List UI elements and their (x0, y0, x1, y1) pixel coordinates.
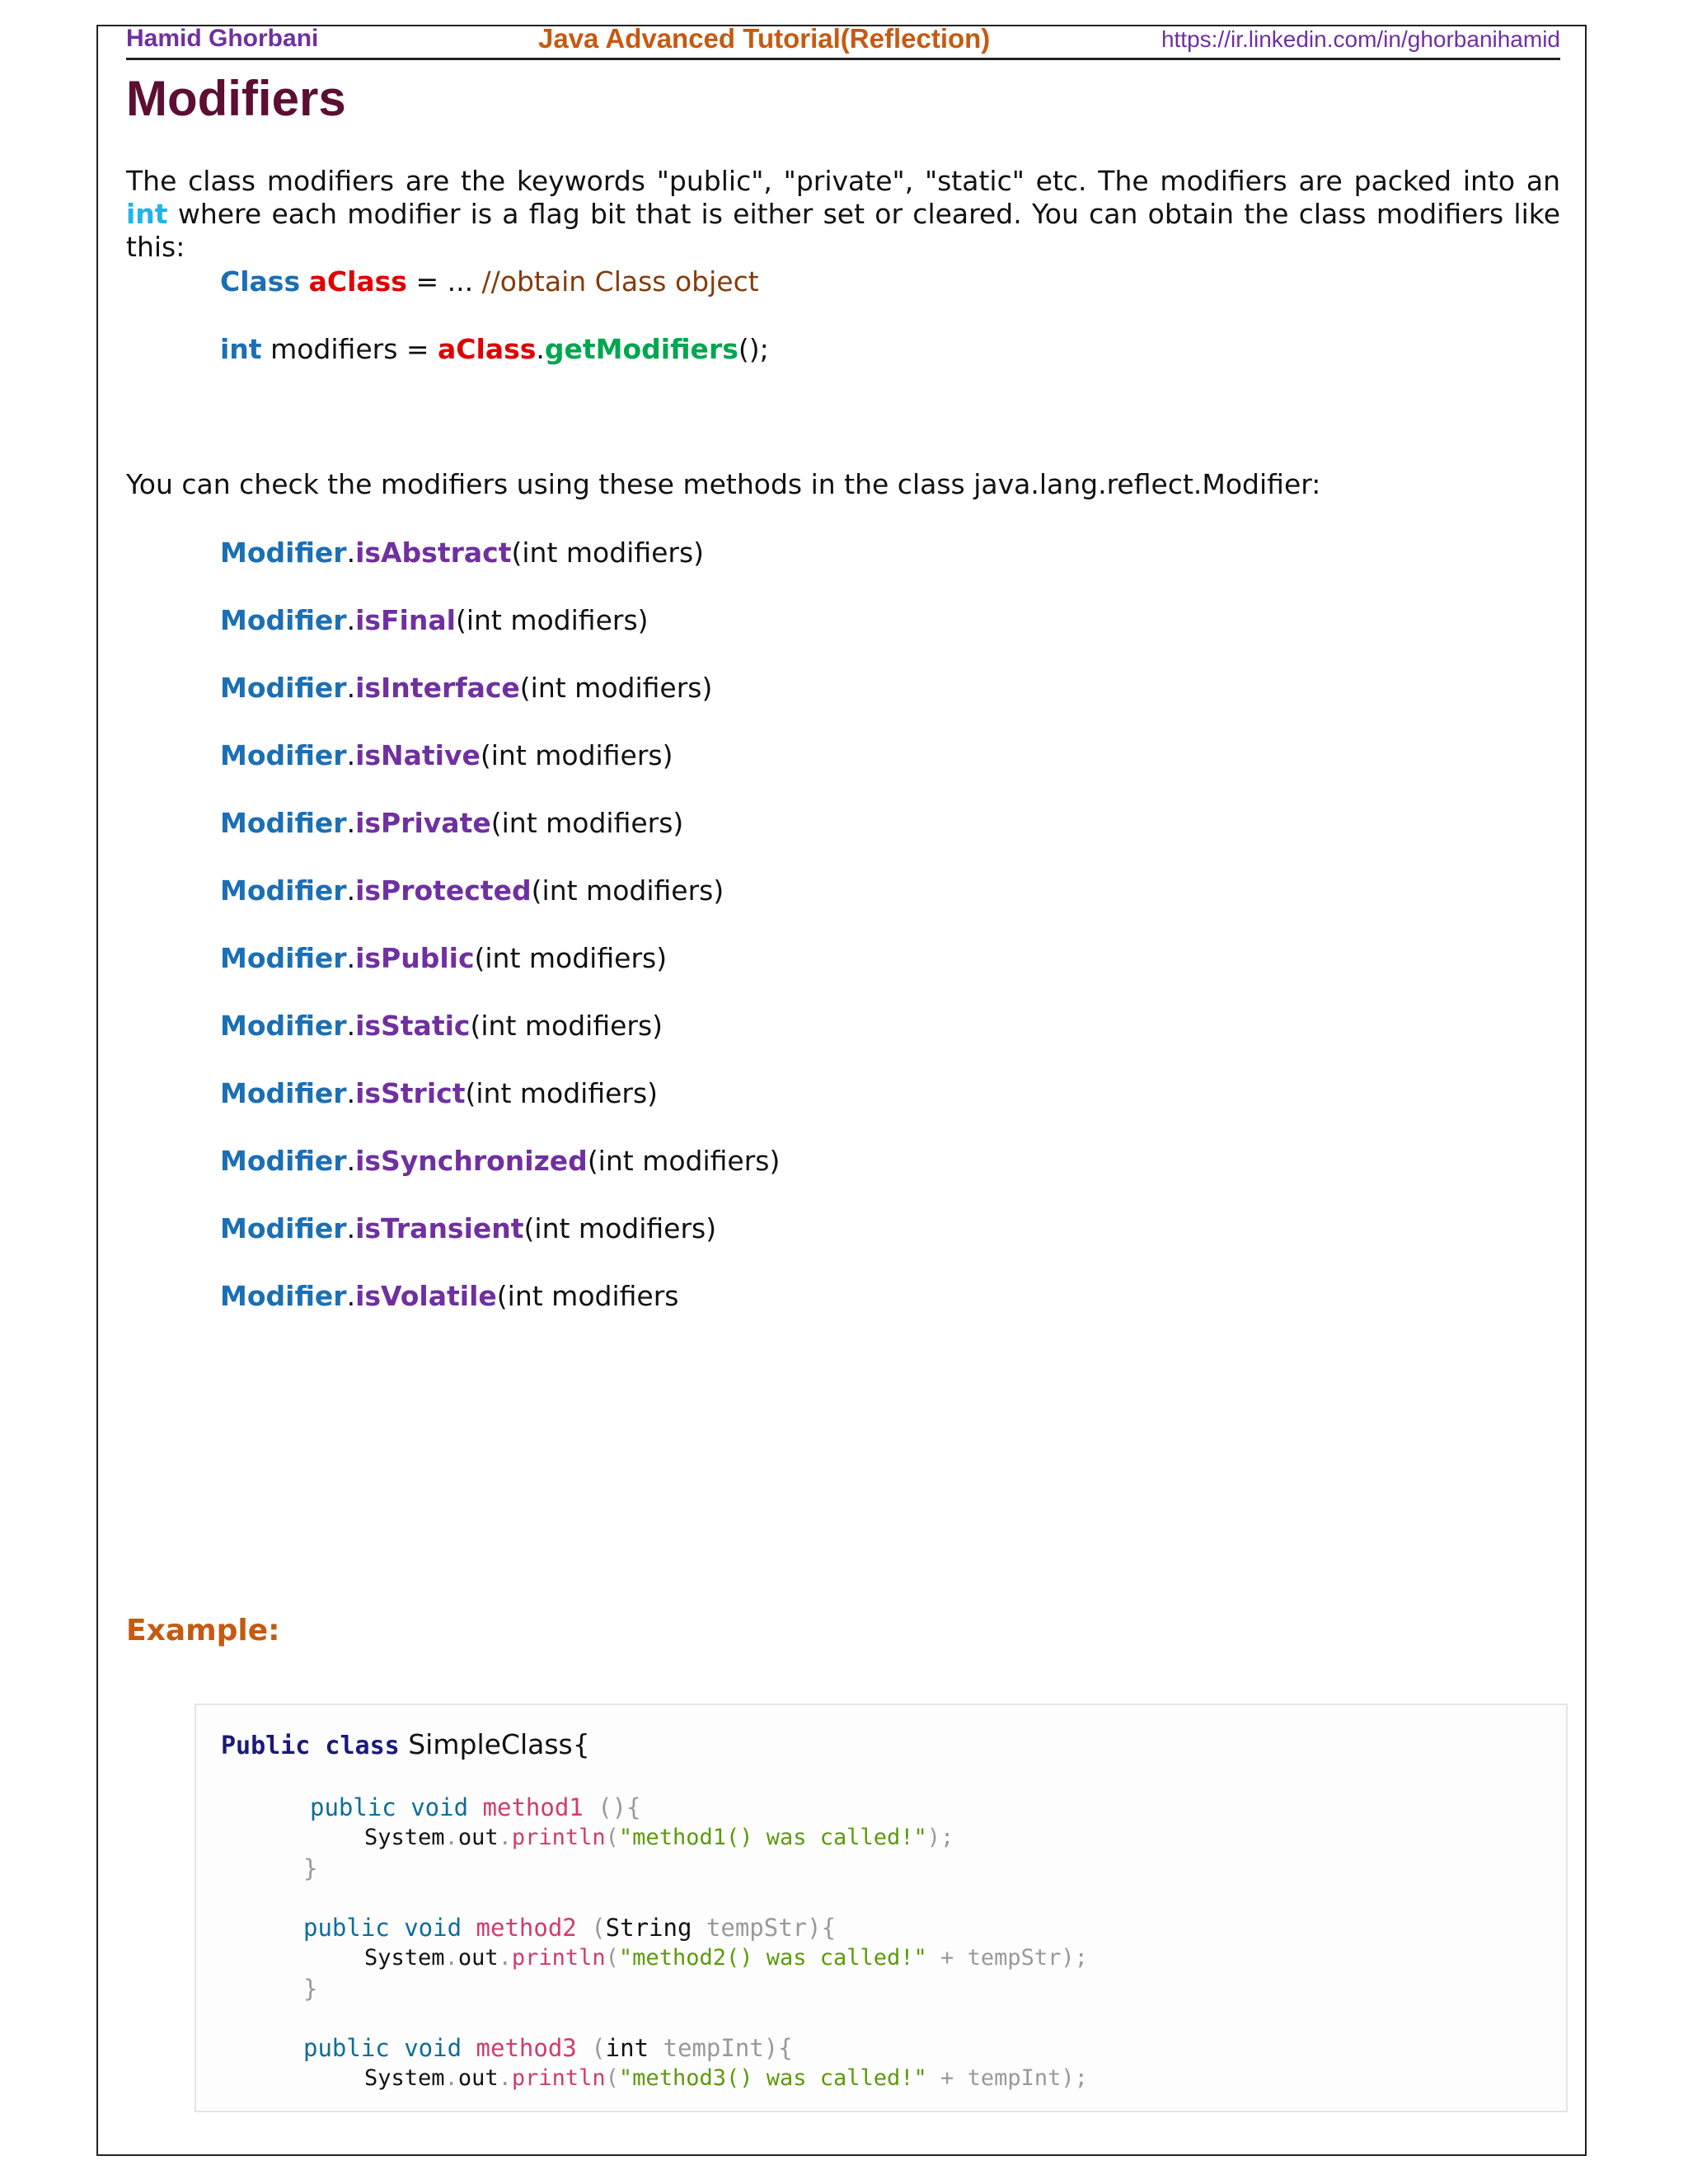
method-name: isStatic (355, 1010, 471, 1042)
method-name: isFinal (355, 604, 456, 636)
method3-dot1: . (444, 2065, 458, 2091)
method-name: isAbstract (355, 537, 512, 569)
modifier-method-item (220, 672, 712, 705)
method-dot: . (346, 1212, 356, 1244)
snippet-assign: = ... (406, 265, 482, 298)
method2-name: method2 (476, 1914, 577, 1942)
method-name: isPublic (355, 942, 475, 974)
method2-println: println (511, 1945, 606, 1971)
modifier-method-item (220, 942, 667, 975)
header-link[interactable]: https://ir.linkedin.com/in/ghorbanihamid (1160, 26, 1560, 52)
method-dot: . (346, 1077, 356, 1109)
modifier-method-item (220, 1212, 716, 1245)
method1-dot2: . (498, 1825, 512, 1850)
method-args: (int modifiers (496, 1280, 679, 1312)
method1-system: System (364, 1825, 445, 1850)
class-keywords: Public class (221, 1732, 400, 1760)
method2-param-type: String (605, 1914, 692, 1942)
method-dot: . (346, 604, 356, 636)
method-args: (int modifiers) (531, 874, 724, 907)
method-dot: . (346, 874, 356, 907)
method2-string: "method2() was called!" (618, 1945, 927, 1971)
method-dot: . (346, 942, 356, 974)
method-args: (int modifiers) (480, 739, 673, 771)
intro-keyword: int (126, 198, 168, 230)
method1-out: out (457, 1825, 499, 1850)
snippet-var-2: aClass (438, 333, 537, 365)
method-dot: . (346, 807, 356, 839)
class-declaration (221, 1730, 590, 1761)
method-dot: . (346, 672, 356, 704)
method-class: Modifier (220, 1145, 347, 1177)
modifier-method-item (220, 874, 724, 907)
method-args: (int modifiers) (465, 1077, 659, 1109)
snippet-type: Class (220, 265, 301, 298)
method-args: (int modifiers) (474, 942, 668, 974)
method2-keywords: public void (303, 1914, 462, 1942)
method-args: (int modifiers) (511, 537, 705, 569)
method1-dot1: . (444, 1825, 458, 1850)
method3-name: method3 (476, 2034, 577, 2062)
intro-text-after: where each modifier is a flag bit that is either set or cleared. You can obtain the class modifiers like this: (126, 198, 1560, 263)
method1-keywords: public void (310, 1793, 469, 1821)
header-title: Java Advanced Tutorial(Reflection) (538, 23, 991, 54)
snippet-int-type: int (220, 333, 262, 365)
modifier-method-item (220, 807, 683, 840)
method-name: isSynchronized (355, 1145, 588, 1177)
method3-paren: ( (605, 2065, 619, 2091)
snippet-comment: //obtain Class object (481, 265, 759, 298)
method1-open: (){ (583, 1793, 641, 1821)
method-class: Modifier (220, 1212, 347, 1244)
method2-body (364, 1943, 1088, 1973)
method1-close-paren: ); (926, 1825, 954, 1850)
header-author: Hamid Ghorbani (126, 25, 319, 52)
method3-open: ( (576, 2034, 606, 2062)
method-class: Modifier (220, 1010, 347, 1042)
modifier-method-item (220, 1010, 663, 1043)
class-name: SimpleClass{ (399, 1728, 590, 1760)
method3-system: System (364, 2065, 445, 2091)
method3-keywords: public void (303, 2034, 462, 2062)
snippet-var: aClass (308, 265, 407, 298)
method1-body (364, 1823, 954, 1853)
method-dot: . (346, 1010, 356, 1042)
snippet-end: (); (738, 333, 769, 365)
modifier-method-item (220, 537, 704, 569)
method-class: Modifier (220, 672, 347, 704)
method1-signature (310, 1793, 641, 1822)
method-class: Modifier (220, 942, 347, 974)
method-dot: . (346, 739, 356, 771)
method3-body (364, 2064, 1088, 2093)
method-args: (int modifiers) (523, 1212, 717, 1244)
method2-paren: ( (605, 1945, 619, 1971)
method-dot: . (346, 1280, 356, 1312)
method2-system: System (364, 1945, 445, 1971)
snippet-mid: modifiers = (261, 333, 438, 365)
method1-println: println (511, 1825, 606, 1850)
method-class: Modifier (220, 807, 347, 839)
method-class: Modifier (220, 604, 347, 636)
method-name: isInterface (355, 672, 520, 704)
method2-signature (303, 1913, 836, 1943)
method-class: Modifier (220, 1280, 347, 1312)
method1-paren: ( (605, 1825, 619, 1850)
method-args: (int modifiers) (490, 807, 684, 839)
method-name: isPrivate (355, 807, 491, 839)
modifier-method-item (220, 604, 649, 637)
method-class: Modifier (220, 739, 347, 771)
snippet-line-2 (220, 333, 769, 366)
modifier-method-item (220, 1077, 658, 1110)
method1-close-brace: } (303, 1854, 318, 1882)
method-name: isTransient (355, 1212, 524, 1244)
method-name: isNative (355, 739, 481, 771)
method1-name: method1 (482, 1793, 584, 1821)
method2-dot1: . (444, 1945, 458, 1971)
method3-string: "method3() was called!" (618, 2065, 927, 2091)
method-dot: . (346, 537, 356, 569)
snippet-method: getModifiers (544, 333, 738, 365)
method-args: (int modifiers) (519, 672, 713, 704)
method2-close-brace: } (303, 1975, 318, 2003)
method2-dot2: . (498, 1945, 512, 1971)
intro-paragraph (126, 165, 1560, 264)
page-header (126, 25, 1560, 60)
method3-dot2: . (498, 2065, 512, 2091)
method-class: Modifier (220, 874, 347, 907)
method2-open: ( (576, 1914, 606, 1942)
method2-param-name: tempStr){ (692, 1914, 837, 1942)
method-name: isStrict (355, 1077, 466, 1109)
method3-param-name: tempInt){ (649, 2034, 793, 2062)
snippet-line-1 (220, 265, 759, 298)
intro-text-before: The class modifiers are the keywords "public", "private", "static" etc. The modifiers are packed into an (126, 165, 1560, 197)
method3-signature (303, 2033, 793, 2063)
method-args: (int modifiers) (455, 604, 649, 636)
method1-string: "method1() was called!" (618, 1825, 927, 1850)
method3-rest: + tempInt); (926, 2065, 1088, 2091)
modifier-method-item (220, 1280, 678, 1313)
modifier-method-item (220, 1145, 780, 1178)
method-dot: . (346, 1145, 356, 1177)
method-class: Modifier (220, 537, 347, 569)
method2-rest: + tempStr); (926, 1945, 1088, 1971)
method-name: isProtected (355, 874, 532, 907)
method3-out: out (457, 2065, 499, 2091)
method-args: (int modifiers) (470, 1010, 663, 1042)
example-heading: Example: (126, 1614, 280, 1647)
method2-out: out (457, 1945, 499, 1971)
snippet-dot: . (536, 333, 545, 365)
method3-param-type: int (605, 2034, 649, 2062)
method-args: (int modifiers) (587, 1145, 781, 1177)
method-name: isVolatile (355, 1280, 497, 1312)
method-class: Modifier (220, 1077, 347, 1109)
modifier-method-item (220, 739, 673, 772)
method3-println: println (511, 2065, 606, 2091)
page-title: Modifiers (126, 71, 346, 126)
example-code-block (195, 1704, 1568, 2112)
check-paragraph: You can check the modifiers using these methods in the class java.lang.reflect.Modifier: (126, 468, 1321, 500)
